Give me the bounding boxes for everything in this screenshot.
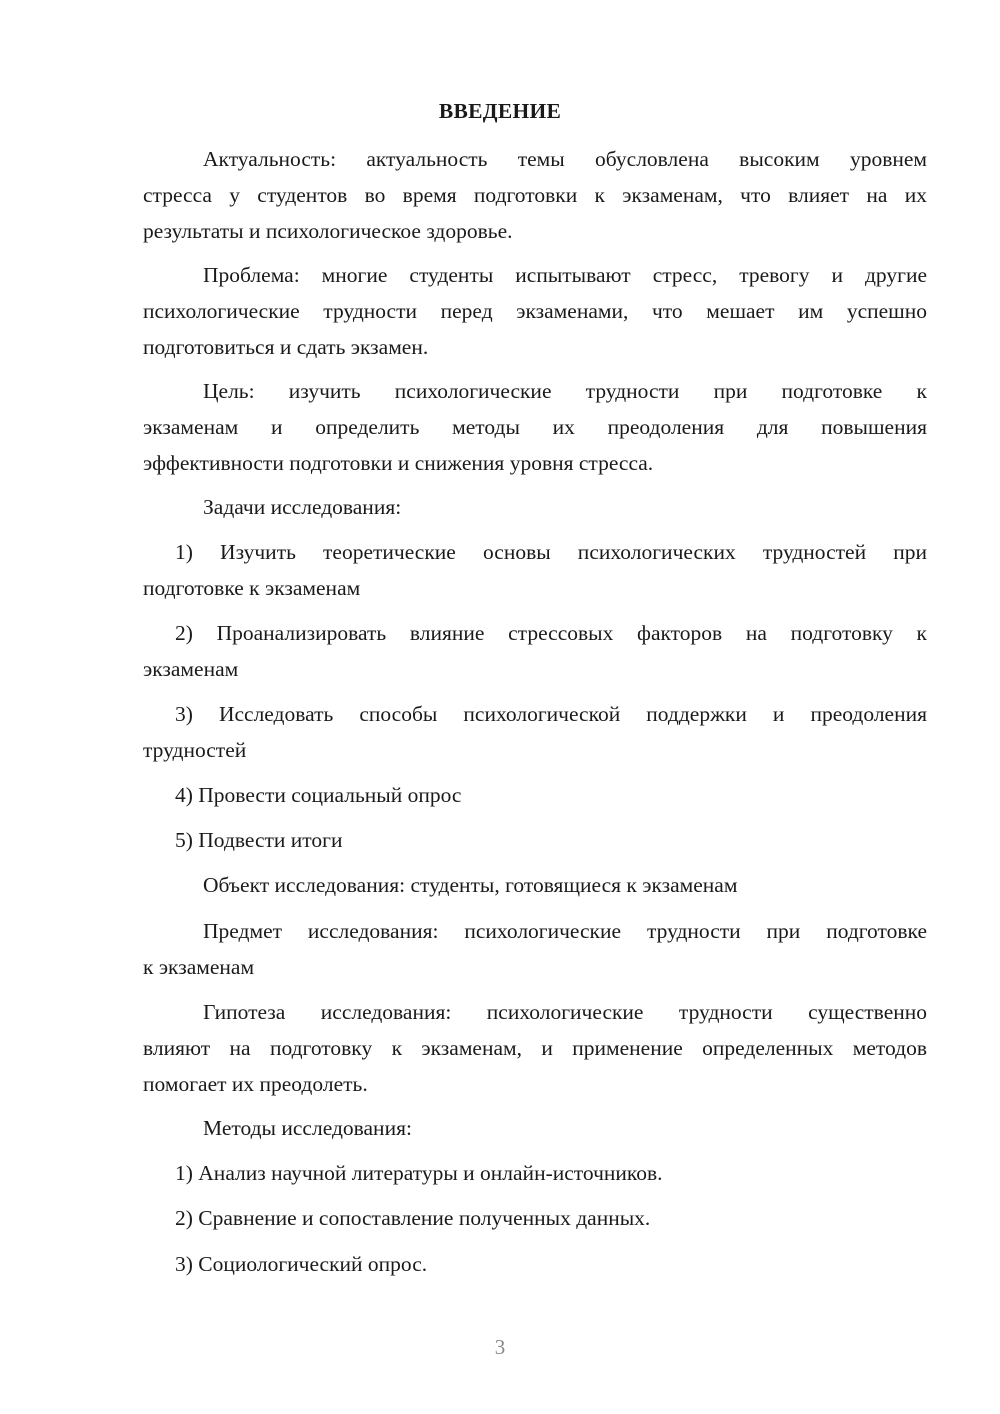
methods-heading: Методы исследования: <box>203 1116 412 1140</box>
research-object: Объект исследования: студенты, готовящиеся к экзаменам <box>203 873 738 897</box>
method-1: 1) Анализ научной литературы и онлайн-источников. <box>175 1161 663 1185</box>
relevance-line-3: результаты и психологическое здоровье. <box>143 219 513 243</box>
problem-line-1: Проблема: многие студенты испытывают стресс, тревогу и другие <box>203 263 927 287</box>
task-4: 4) Провести социальный опрос <box>175 783 462 807</box>
task-3-line-2: трудностей <box>143 738 247 762</box>
hypothesis-line-2: влияют на подготовку к экзаменам, и применение определенных методов <box>143 1036 927 1060</box>
goal-line-2: экзаменам и определить методы их преодоления для повышения <box>143 415 927 439</box>
task-1-line-1: 1) Изучить теоретические основы психологических трудностей при <box>175 540 927 564</box>
page-title: ВВЕДЕНИЕ <box>438 99 562 123</box>
task-1-line-2: подготовке к экзаменам <box>143 576 361 600</box>
page-number: 3 <box>494 1335 506 1359</box>
hypothesis-line-1: Гипотеза исследования: психологические трудности существенно <box>203 1000 927 1024</box>
task-2-line-2: экзаменам <box>143 657 239 681</box>
tasks-heading: Задачи исследования: <box>203 495 402 519</box>
research-subject-line-2: к экзаменам <box>143 955 255 979</box>
method-2: 2) Сравнение и сопоставление полученных данных. <box>175 1206 651 1230</box>
method-3: 3) Социологический опрос. <box>175 1252 428 1276</box>
task-3-line-1: 3) Исследовать способы психологической поддержки и преодоления <box>175 702 927 726</box>
task-5: 5) Подвести итоги <box>175 828 343 852</box>
goal-line-3: эффективности подготовки и снижения уровня стресса. <box>143 451 654 475</box>
problem-line-3: подготовиться и сдать экзамен. <box>143 335 429 359</box>
relevance-line-2: стресса у студентов во время подготовки к экзаменам, что влияет на их <box>143 183 927 207</box>
hypothesis-line-3: помогает их преодолеть. <box>143 1072 368 1096</box>
relevance-line-1: Актуальность: актуальность темы обусловлена высоким уровнем <box>203 147 927 171</box>
research-subject-line-1: Предмет исследования: психологические трудности при подготовке <box>203 919 927 943</box>
problem-line-2: психологические трудности перед экзаменами, что мешает им успешно <box>143 299 927 323</box>
goal-line-1: Цель: изучить психологические трудности при подготовке к <box>203 379 927 403</box>
task-2-line-1: 2) Проанализировать влияние стрессовых факторов на подготовку к <box>175 621 927 645</box>
